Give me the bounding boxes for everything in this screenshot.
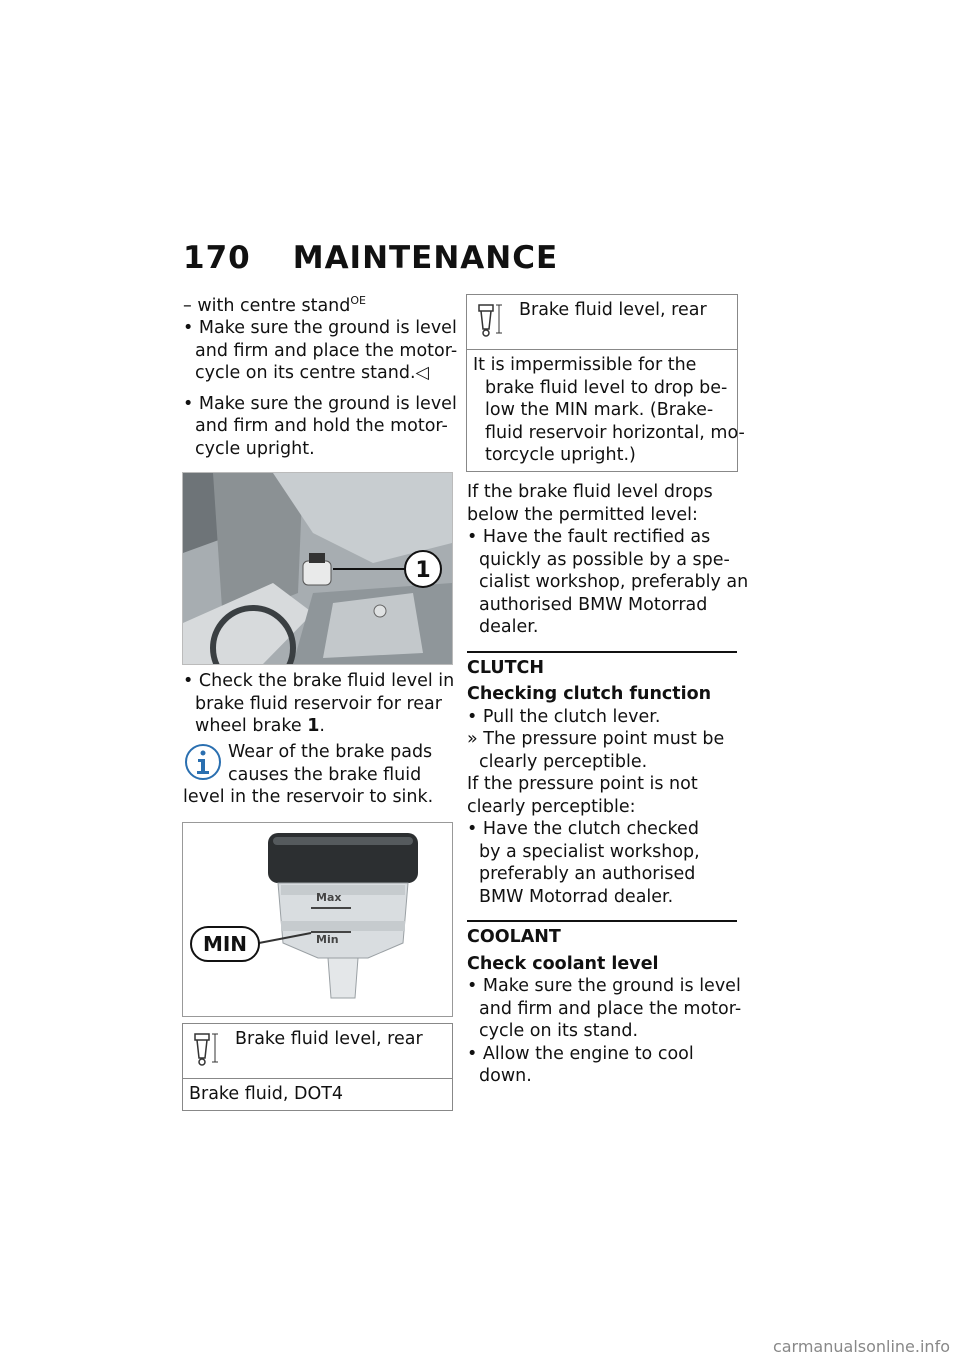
spec-box-left-value: Brake fluid, DOT4 bbox=[189, 1084, 344, 1104]
info-icon bbox=[183, 742, 223, 786]
page-header bbox=[183, 240, 558, 276]
reservoir-illustration bbox=[183, 823, 452, 1016]
option-superscript: OE bbox=[350, 294, 366, 307]
spec-box-left bbox=[182, 1023, 453, 1111]
coolant-bullet-2-line-1: • Allow the engine to cool bbox=[467, 1043, 694, 1064]
spec-box-left-header bbox=[183, 1024, 452, 1079]
spec-value-line-4: fluid reservoir horizontal, mo- bbox=[485, 422, 745, 443]
if-drops-line-2: below the permitted level: bbox=[467, 504, 698, 525]
photo-illustration bbox=[183, 473, 452, 664]
spec-box-left-title: Brake fluid level, rear bbox=[235, 1029, 423, 1049]
clutch-result-1: » The pressure point must be bbox=[467, 729, 725, 749]
clutch-bullet-2-line-4: BMW Motorrad dealer. bbox=[479, 886, 674, 907]
left-column-text-mid bbox=[183, 670, 453, 738]
photo1-callout-number: 1 bbox=[415, 558, 431, 583]
fault-line-2: quickly as possible by a spe- bbox=[479, 549, 730, 570]
bullet-upright-3: cycle upright. bbox=[195, 438, 315, 459]
bullet-upright-2: and firm and hold the motor- bbox=[195, 416, 448, 437]
spec-value-line-5: torcycle upright.) bbox=[485, 445, 636, 465]
fluid-level-icon bbox=[189, 1028, 223, 1068]
coolant-bullet-1-line-3: cycle on its stand. bbox=[479, 1021, 639, 1041]
coolant-bullet-1-line-2: and firm and place the motor- bbox=[479, 998, 742, 1019]
right-column-text bbox=[467, 481, 749, 1088]
max-label: Max bbox=[316, 891, 342, 904]
coolant-heading: COOLANT bbox=[467, 927, 561, 947]
info-text bbox=[228, 741, 458, 786]
min-label: Min bbox=[316, 933, 339, 946]
info-line-1: Wear of the brake pads bbox=[228, 742, 433, 762]
spec-value-line-1: It is impermissible for the bbox=[473, 355, 697, 375]
bullet-centre-stand-2: and firm and place the motor- bbox=[195, 340, 458, 361]
photo-reservoir-min-mark bbox=[182, 822, 453, 1017]
coolant-bullet-2-line-2: down. bbox=[479, 1066, 532, 1086]
coolant-bullet-1-line-1: • Make sure the ground is level bbox=[467, 976, 741, 996]
fault-line-4: authorised BMW Motorrad bbox=[479, 594, 708, 615]
clutch-result-2: clearly perceptible. bbox=[479, 751, 648, 772]
spec-box-right-value bbox=[467, 350, 745, 471]
spec-value-line-2: brake fluid level to drop be- bbox=[485, 377, 728, 398]
info-line-2: causes the brake fluid bbox=[228, 764, 422, 785]
bullet-centre-stand-1: • Make sure the ground is level bbox=[183, 318, 457, 339]
clutch-subheading: Checking clutch function bbox=[467, 684, 712, 704]
min-callout: MIN bbox=[202, 932, 248, 956]
clutch-if-1: If the pressure point is not bbox=[467, 774, 698, 794]
bullet-check-1: • Check the brake fluid level in bbox=[183, 671, 455, 691]
clutch-bullet-2-line-3: preferably an authorised bbox=[479, 864, 696, 884]
clutch-divider bbox=[467, 651, 737, 653]
bullet-centre-stand-3: cycle on its centre stand.◁ bbox=[195, 363, 429, 384]
bullet-check-3: wheel brake 1. bbox=[195, 716, 325, 736]
left-column-text-top bbox=[183, 290, 458, 460]
option-line: – with centre stand$^{OE}$ bbox=[183, 294, 366, 316]
clutch-bullet-2-line-1: • Have the clutch checked bbox=[467, 819, 699, 839]
bullet-upright-1: • Make sure the ground is level bbox=[183, 393, 457, 414]
if-drops-line-1: If the brake fluid level drops bbox=[467, 482, 713, 502]
fault-line-5: dealer. bbox=[479, 617, 539, 637]
page-number: 170 bbox=[183, 240, 251, 276]
fault-line-3: cialist workshop, preferably an bbox=[479, 572, 749, 592]
bullet-check-2: brake fluid reservoir for rear bbox=[195, 693, 442, 714]
component-reference: 1 bbox=[307, 716, 320, 736]
clutch-if-2: clearly perceptible: bbox=[467, 796, 636, 817]
spec-box-right-header bbox=[467, 295, 737, 350]
coolant-divider bbox=[467, 920, 737, 922]
footer-watermark: carmanualsonline.info bbox=[772, 1337, 950, 1356]
spec-value-line-3: low the MIN mark. (Brake- bbox=[485, 400, 714, 420]
clutch-heading: CLUTCH bbox=[467, 657, 545, 678]
section-title: MAINTENANCE bbox=[292, 240, 559, 276]
coolant-subheading: Check coolant level bbox=[467, 953, 659, 974]
info-text-cont bbox=[183, 786, 458, 809]
spec-box-right-title: Brake fluid level, rear bbox=[519, 300, 707, 320]
spec-box-right bbox=[466, 294, 745, 472]
photo-rear-brake-reservoir bbox=[182, 472, 453, 665]
clutch-bullet-2-line-2: by a specialist workshop, bbox=[479, 841, 700, 862]
clutch-bullet-1: • Pull the clutch lever. bbox=[467, 706, 661, 727]
fluid-level-icon bbox=[473, 299, 507, 339]
fault-line-1: • Have the fault rectified as bbox=[467, 527, 711, 547]
info-line-3: level in the reservoir to sink. bbox=[183, 787, 434, 807]
